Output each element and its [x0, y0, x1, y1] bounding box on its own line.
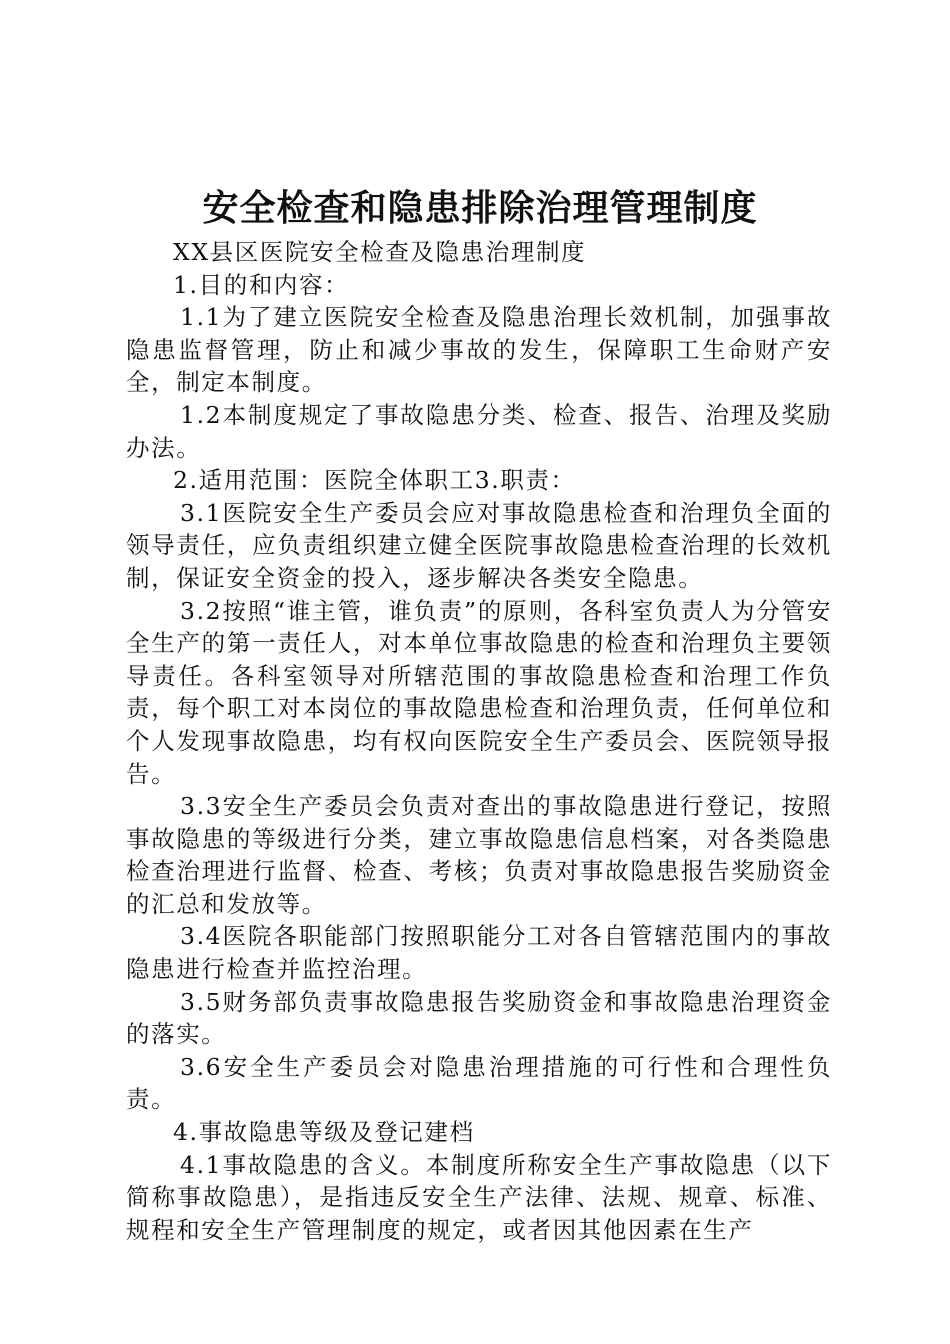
document-title: 安全检查和隐患排除治理管理制度: [202, 187, 758, 229]
paragraph-3-5: 3.5财务部负责事故隐患报告奖励资金和事故隐患治理资金的落实。: [126, 987, 832, 1049]
paragraph-section-2-3: 2.适用范围：医院全体职工3.职责：: [173, 466, 576, 495]
paragraph-3-2: 3.2按照“谁主管，谁负责”的原则，各科室负责人为分管安全生产的第一责任人，对本单位事故隐患的检查和治理负主要领导责任。各科室领导对所辖范围的事故隐患检查和治理工作负责，每个职工对本岗位的事故隐患检查和治理负责，任何单位和个人发现事故隐患，均有权向医院安全生产委员会、医院领导报告。: [126, 596, 832, 788]
paragraph-3-4: 3.4医院各职能部门按照职能分工对各自管辖范围内的事故隐患进行检查并监控治理。: [126, 922, 832, 984]
paragraph-1-2: 1.2本制度规定了事故隐患分类、检查、报告、治理及奖励办法。: [126, 400, 832, 462]
paragraph-3-6: 3.6安全生产委员会对隐患治理措施的可行性和合理性负责。: [126, 1052, 832, 1114]
paragraph-4-1: 4.1事故隐患的含义。本制度所称安全生产事故隐患（以下简称事故隐患），是指违反安全生产法律、法规、规章、标准、规程和安全生产管理制度的规定，或者因其他因素在生产: [126, 1150, 832, 1244]
paragraph-3-3: 3.3安全生产委员会负责对查出的事故隐患进行登记，按照事故隐患的等级进行分类，建立事故隐患信息档案，对各类隐患检查治理进行监督、检查、考核；负责对事故隐患报告奖励资金的汇总和发放等。: [126, 792, 832, 918]
paragraph-section-1: 1.目的和内容：: [173, 270, 350, 299]
paragraph-section-4: 4.事故隐患等级及登记建档: [173, 1118, 475, 1147]
paragraph-1-1: 1.1为了建立医院安全检查及隐患治理长效机制，加强事故隐患监督管理，防止和减少事故的发生，保障职工生命财产安全，制定本制度。: [126, 303, 832, 397]
paragraph-subtitle: XX县区医院安全检查及隐患治理制度: [173, 238, 587, 266]
document-body: [126, 236, 832, 1246]
paragraph-3-1: 3.1医院安全生产委员会应对事故隐患检查和治理负全面的领导责任，应负责组织建立健全医院事故隐患检查治理的长效机制，保证安全资金的投入，逐步解决各类安全隐患。: [126, 498, 832, 592]
